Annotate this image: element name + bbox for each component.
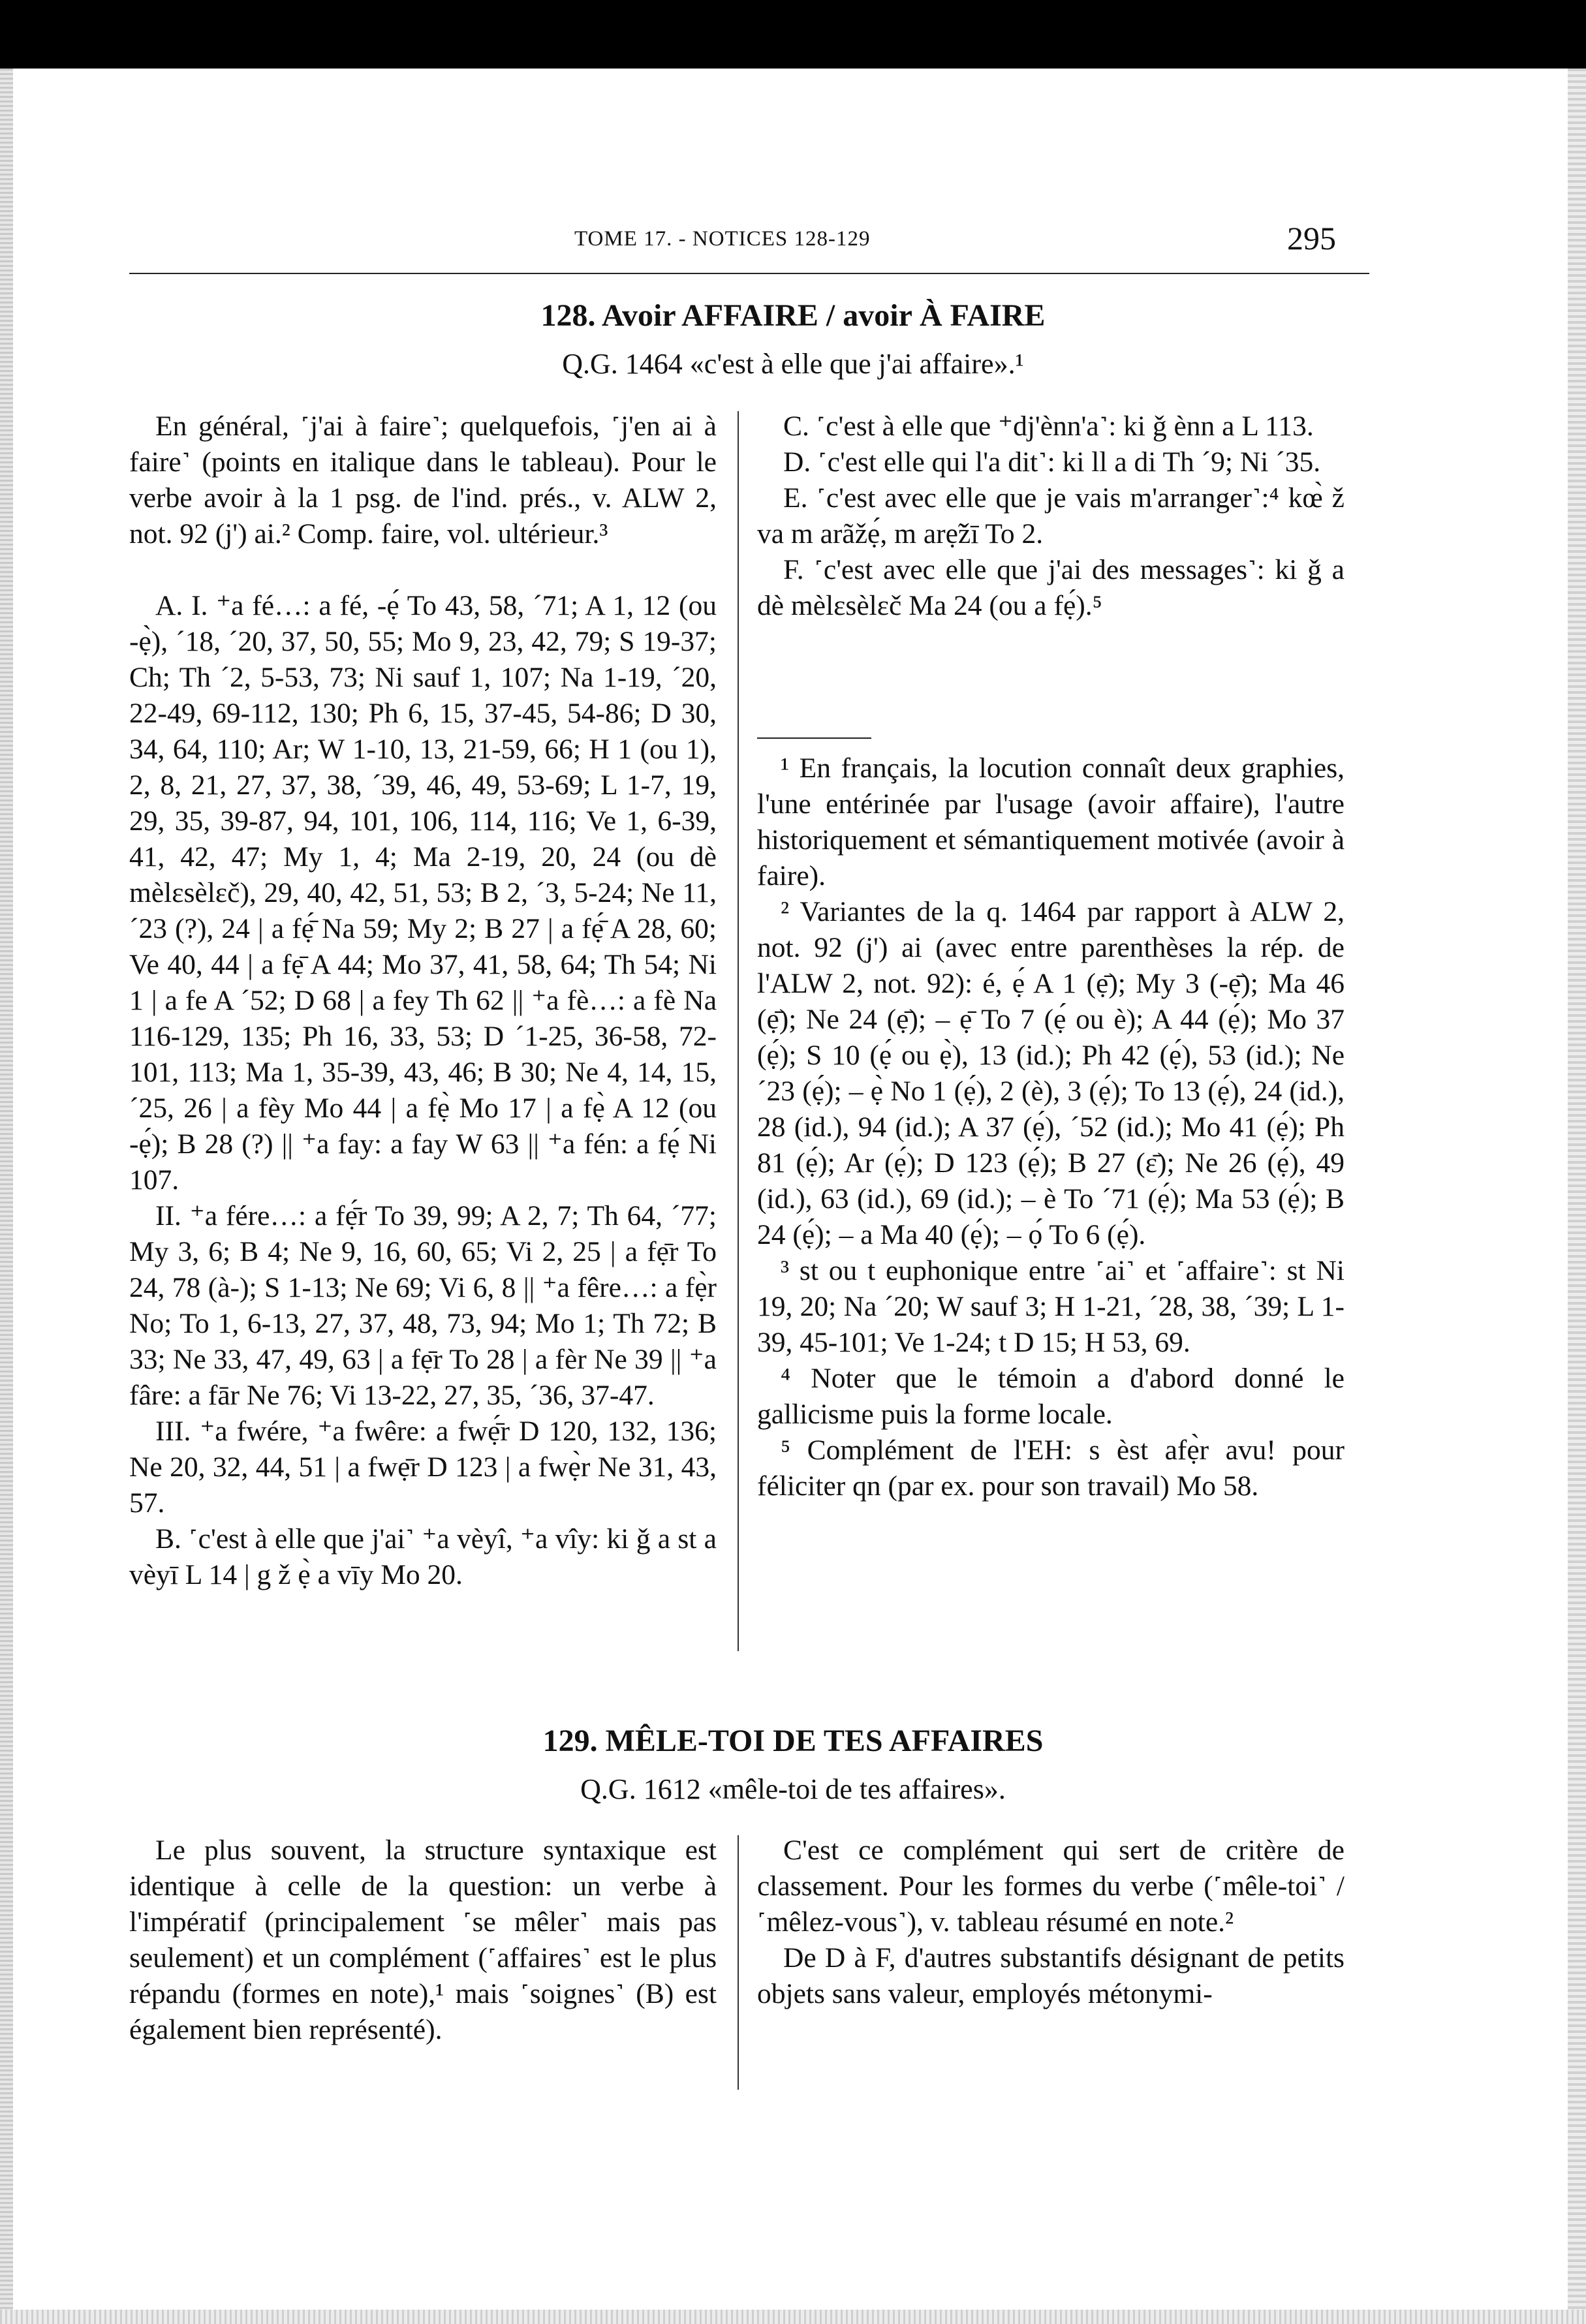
footnote-3: ³ st ou t euphonique entre ˹ai˺ et ˹affaire˺: st Ni 19, 20; Na ´20; W sauf 3; H 1-21, ´28, 38, ´39; L 1-39, 45-101; Ve 1-24; t D 15; H 53, 69. [757, 1255, 1345, 1358]
entry-129-left-column [129, 1833, 717, 2048]
footnote-5: ⁵ Complément de l'EH: s èst afẹ̀r avu! pour féliciter qn (par ex. pour son travail) Mo 58. [757, 1434, 1345, 1502]
entry-128-footnotes [757, 751, 1345, 1504]
scan-right-edge [1568, 69, 1586, 2324]
scan-left-edge [0, 69, 13, 2324]
column-divider [738, 411, 739, 1651]
entry-128-section-d: D. ˹c'est elle qui l'a dit˺: ki ll a di Th ´9; Ni ´35. [783, 446, 1321, 478]
footnote-1: ¹ En français, la locution connaît deux graphies, l'une entérinée par l'usage (avoir affaire), l'autre historiquement et sémantiquement motivée (avoir à faire). [757, 752, 1345, 891]
footnote-4: ⁴ Noter que le témoin a d'abord donné le gallicisme puis la forme locale. [757, 1363, 1345, 1430]
entry-128-title: 128. Avoir AFFAIRE / avoir À FAIRE [540, 298, 1046, 333]
entry-128-section-f: F. ˹c'est avec elle que j'ai des messages˺: ki ǧ a dè mèlɛsèlɛč Ma 24 (ou a fẹ́).⁵ [757, 554, 1345, 621]
entry-129-criterion: C'est ce complément qui sert de critère de classement. Pour les formes du verbe (˹mêle-toi˺ / ˹mêlez-vous˺), v. tableau résumé en note.² [757, 1835, 1345, 1938]
page-number: 295 [1287, 220, 1336, 256]
entry-128-right-column [757, 409, 1345, 624]
entry-129-title: 129. MÊLE-TOI DE TES AFFAIRES [542, 1724, 1044, 1758]
footnote-2: ² Variantes de la q. 1464 par rapport à ALW 2, not. 92 (j') ai (avec entre parenthèses la rép. de l'ALW 2, not. 92): é, ẹ́ A 1 (ẹ̄); My 3 (-ẹ̄); Ma 46 (ẹ̄); Ne 24 (ẹ̄); – ẹ̄ To 7 (ẹ́ ou è); A 44 (ẹ́); Mo 37 (ẹ́); S 10 (ẹ́ ou ẹ̀), 13 (id.); Ph 42 (ẹ́), 53 (id.); Ne ´23 (ẹ́); – ẹ̀ No 1 (ẹ́), 2 (è), 3 (ẹ́); To 13 (ẹ́), 24 (id.), 28 (id.), 94 (id.); A 37 (ẹ́), ´52 (id.); Mo 41 (ẹ́); Ph 81 (ẹ́); Ar (ẹ́); D 123 (ẹ́); B 27 (ɛ̄); Ne 26 (ẹ́), 49 (id.), 63 (id.), 69 (id.); – è To ´71 (ẹ́); Ma 53 (ẹ́); B 24 (ẹ́); – a Ma 40 (ẹ́); – ọ́ To 6 (ẹ́). [757, 896, 1345, 1250]
scan-top-border [0, 0, 1586, 69]
entry-128-section-e: E. ˹c'est avec elle que je vais m'arranger˺:⁴ kœ̀ ž va m arãžẹ́, m arẹ̃žī To 2. [757, 482, 1345, 550]
entry-128-section-b: B. ˹c'est à elle que j'ai˺ ⁺a vèyî, ⁺a vîy: ki ǧ a st a vèyī L 14 | g ž ẹ̀ a vīy Mo 20. [129, 1523, 717, 1590]
entry-129-intro: Le plus souvent, la structure syntaxique est identique à celle de la question: un verbe à l'impératif (principalement ˹se mêler˺ mais pas seulement) et un complément (˹affaires˺ est le plus répandu (formes en note),¹ mais ˹soignes˺ (B) est également bien représenté). [129, 1835, 717, 2045]
entry-128-left-column [129, 409, 717, 1593]
entry-128-section-a-ii: II. ⁺a fére…: a fẹ̄́r To 39, 99; A 2, 7; Th 64, ´77; My 3, 6; B 4; Ne 9, 16, 60, 65; Vi 2, 25 | a fẹ̄r To 24, 78 (à-); S 1-13; Ne 69; Vi 6, 8 || ⁺a fêre…: a fẹ̀r No; To 1, 6-13, 27, 37, 48, 73, 94; Mo 1; Th 72; B 33; Ne 33, 47, 49, 63 | a fẹ̄r To 28 | a fèr Ne 39 || ⁺a fâre: a fār Ne 76; Vi 13-22, 27, 35, ´36, 37-47. [129, 1200, 717, 1411]
footnote-rule [757, 737, 871, 739]
column-divider-129 [738, 1835, 739, 2090]
entry-128-intro: En général, ˹j'ai à faire˺; quelquefois, ˹j'en ai à faire˺ (points en italique dans le tableau). Pour le verbe avoir à la 1 psg. de l'ind. prés., v. ALW 2, not. 92 (j') ai.² Comp. faire, vol. ultérieur.³ [129, 411, 717, 550]
entry-129-substantives: De D à F, d'autres substantifs désignant de petits objets sans valeur, employés métonymi- [757, 1942, 1345, 2009]
entry-129-right-column [757, 1833, 1345, 2012]
entry-128-section-a: A. I. ⁺a fé…: a fé, -ẹ́ To 43, 58, ´71; A 1, 12 (ou -ẹ̀), ´18, ´20, 37, 50, 55; Mo 9, 23, 42, 79; S 19-37; Ch; Th ´2, 5-53, 73; Ni sauf 1, 107; Na 1-19, ´20, 22-49, 69-112, 130; Ph 6, 15, 37-45, 54-86; D 30, 34, 64, 110; Ar; W 1-10, 13, 21-59, 66; H 1 (ou 1), 2, 8, 21, 27, 37, 38, ´39, 46, 49, 53-69; L 1-7, 19, 29, 35, 39-87, 94, 101, 106, 114, 116; Ve 1, 6-39, 41, 42, 47; My 1, 4; Ma 2-19, 20, 24 (ou dè mèlɛsèlɛč), 29, 40, 42, 51, 53; B 2, ´3, 5-24; Ne 11, ´23 (?), 24 | a fẹ̄́ Na 59; My 2; B 27 | a fẹ̄́ A 28, 60; Ve 40, 44 | a fẹ̄ A 44; Mo 37, 41, 58, 64; Th 54; Ni 1 | a fe A ´52; D 68 | a fey Th 62 || ⁺a fè…: a fè Na 116-129, 135; Ph 16, 33, 53; D ´1-25, 36-58, 72-101, 113; Ma 1, 35-39, 43, 46; B 30; Ne 4, 14, 15, ´25, 26 | a fèy Mo 44 | a fẹ̀ Mo 17 | a fẹ̀ A 12 (ou -ẹ́); B 28 (?) || ⁺a fay: a fay W 63 || ⁺a fén: a fẹ́ Ni 107. [129, 590, 717, 1196]
entry-128-section-a-iii: III. ⁺a fwére, ⁺a fwêre: a fwẹ̄́r D 120, 132, 136; Ne 20, 32, 44, 51 | a fwẹ̄r D 123 | a fwẹ̀r Ne 31, 43, 57. [129, 1416, 717, 1519]
entry-129-question: Q.G. 1612 «mêle-toi de tes affaires». [580, 1773, 1006, 1805]
scan-bottom-edge [0, 2310, 1586, 2324]
header-rule [129, 273, 1369, 274]
entry-128-section-c: C. ˹c'est à elle que ⁺dj'ènn'a˺: ki ǧ ènn a L 113. [783, 411, 1314, 442]
running-head: TOME 17. - NOTICES 128-129 [574, 227, 871, 251]
entry-128-question: Q.G. 1464 «c'est à elle que j'ai affaire».¹ [562, 348, 1024, 380]
